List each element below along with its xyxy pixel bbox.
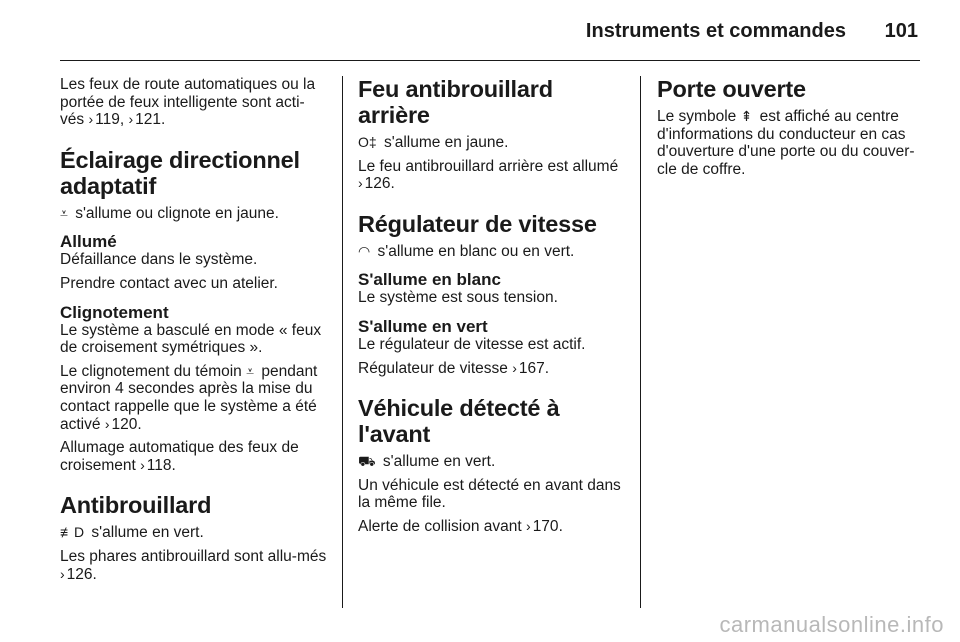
page-ref-arrow-icon: › [526, 517, 531, 534]
adaptive-light-icon: ⩡ [60, 204, 68, 221]
door-open-icon: ⇞ [740, 108, 753, 124]
page-ref-arrow-icon: › [88, 111, 94, 128]
section-heading: Porte ouverte [657, 76, 806, 102]
paragraph: Le feu antibrouillard arrière est allumé › 126. [358, 157, 619, 193]
section-heading: Régulateur de vitesse [358, 210, 597, 237]
page-ref-arrow-icon: › [512, 359, 517, 376]
page-ref-arrow-icon: › [128, 111, 134, 128]
status-line: O‡ s'allume en jaune. [358, 134, 509, 151]
front-fog-light-icon: ≢D [60, 524, 85, 541]
header-title: Instruments et commandes [585, 20, 846, 42]
page-header [0, 0, 960, 62]
column-2 [358, 76, 628, 542]
page-number: 101 [884, 20, 918, 42]
page-ref[interactable]: 170 [532, 517, 559, 535]
sub-heading: S'allume en blanc [358, 270, 501, 290]
column-divider [342, 76, 343, 608]
page-ref-arrow-icon: › [140, 456, 145, 473]
sub-heading: Clignotement [60, 302, 169, 322]
column-3 [657, 76, 925, 184]
section-heading: Feu antibrouillard arrière [358, 76, 553, 128]
page-ref-arrow-icon: › [104, 415, 110, 432]
paragraph: Les phares antibrouillard sont allu-més › 126. [60, 547, 327, 583]
paragraph: Le symbole ⇞ est affiché au centre d'informations du conducteur en cas d'ouverture d'une porte ou du couver-cle de coffre. [657, 108, 915, 178]
section-heading: Véhicule détecté à l'avant [358, 395, 560, 448]
rear-fog-light-icon: O‡ [358, 134, 377, 150]
status-line: ≢D s'allume en vert. [60, 524, 204, 542]
page-ref-arrow-icon: › [60, 565, 65, 582]
column-divider [640, 76, 641, 608]
section-heading: Antibrouillard [60, 492, 212, 519]
page-ref[interactable]: 118 [146, 456, 172, 474]
vehicle-ahead-icon: ⛟ [358, 453, 376, 470]
page-ref[interactable]: 126 [66, 565, 93, 583]
status-line: ◠ s'allume en blanc ou en vert. [358, 242, 575, 260]
paragraph: Régulateur de vitesse › 167. [358, 359, 550, 377]
cruise-control-icon: ◠ [358, 242, 371, 259]
paragraph: Le système est sous tension. [358, 289, 558, 307]
page-ref[interactable]: 119 [95, 111, 120, 129]
header-rule [60, 60, 920, 61]
paragraph: Défaillance dans le système. [60, 251, 258, 269]
paragraph: Un véhicule est détecté en avant dans la même file. [358, 476, 621, 512]
page-ref[interactable]: 126 [364, 175, 391, 193]
page-ref[interactable]: 121 [135, 111, 161, 129]
section-heading: Éclairage directionnel adaptatif [60, 146, 300, 199]
watermark: carmanualsonline.info [719, 612, 944, 637]
paragraph: Prendre contact avec un atelier. [60, 274, 278, 292]
page-ref[interactable]: 120 [111, 415, 138, 433]
paragraph: Le système a basculé en mode « feux de croisement symétriques ». [60, 321, 322, 357]
status-line: ⛟ s'allume en vert. [358, 453, 496, 471]
sub-heading: Allumé [60, 232, 117, 252]
paragraph: Le clignotement du témoin ⩡ pendant environ 4 secondes après la mise du contact rappelle que le système a été activé › 120. [60, 362, 318, 433]
adaptive-light-icon: ⩡ [246, 362, 255, 379]
page-ref[interactable]: 167 [518, 359, 545, 377]
page-ref-arrow-icon: › [358, 175, 363, 192]
paragraph: Le régulateur de vitesse est actif. [358, 335, 586, 353]
paragraph: Allumage automatique des feux de croisement › 118. [60, 439, 299, 474]
sub-heading: S'allume en vert [358, 316, 488, 336]
intro-paragraph: Les feux de route automatiques ou la portée de feux intelligente sont acti-vés › 119, › 121. [60, 76, 316, 129]
status-line: ⩡ s'allume ou clignote en jaune. [60, 204, 279, 222]
paragraph: Alerte de collision avant › 170. [358, 517, 563, 535]
column-1 [60, 76, 328, 589]
